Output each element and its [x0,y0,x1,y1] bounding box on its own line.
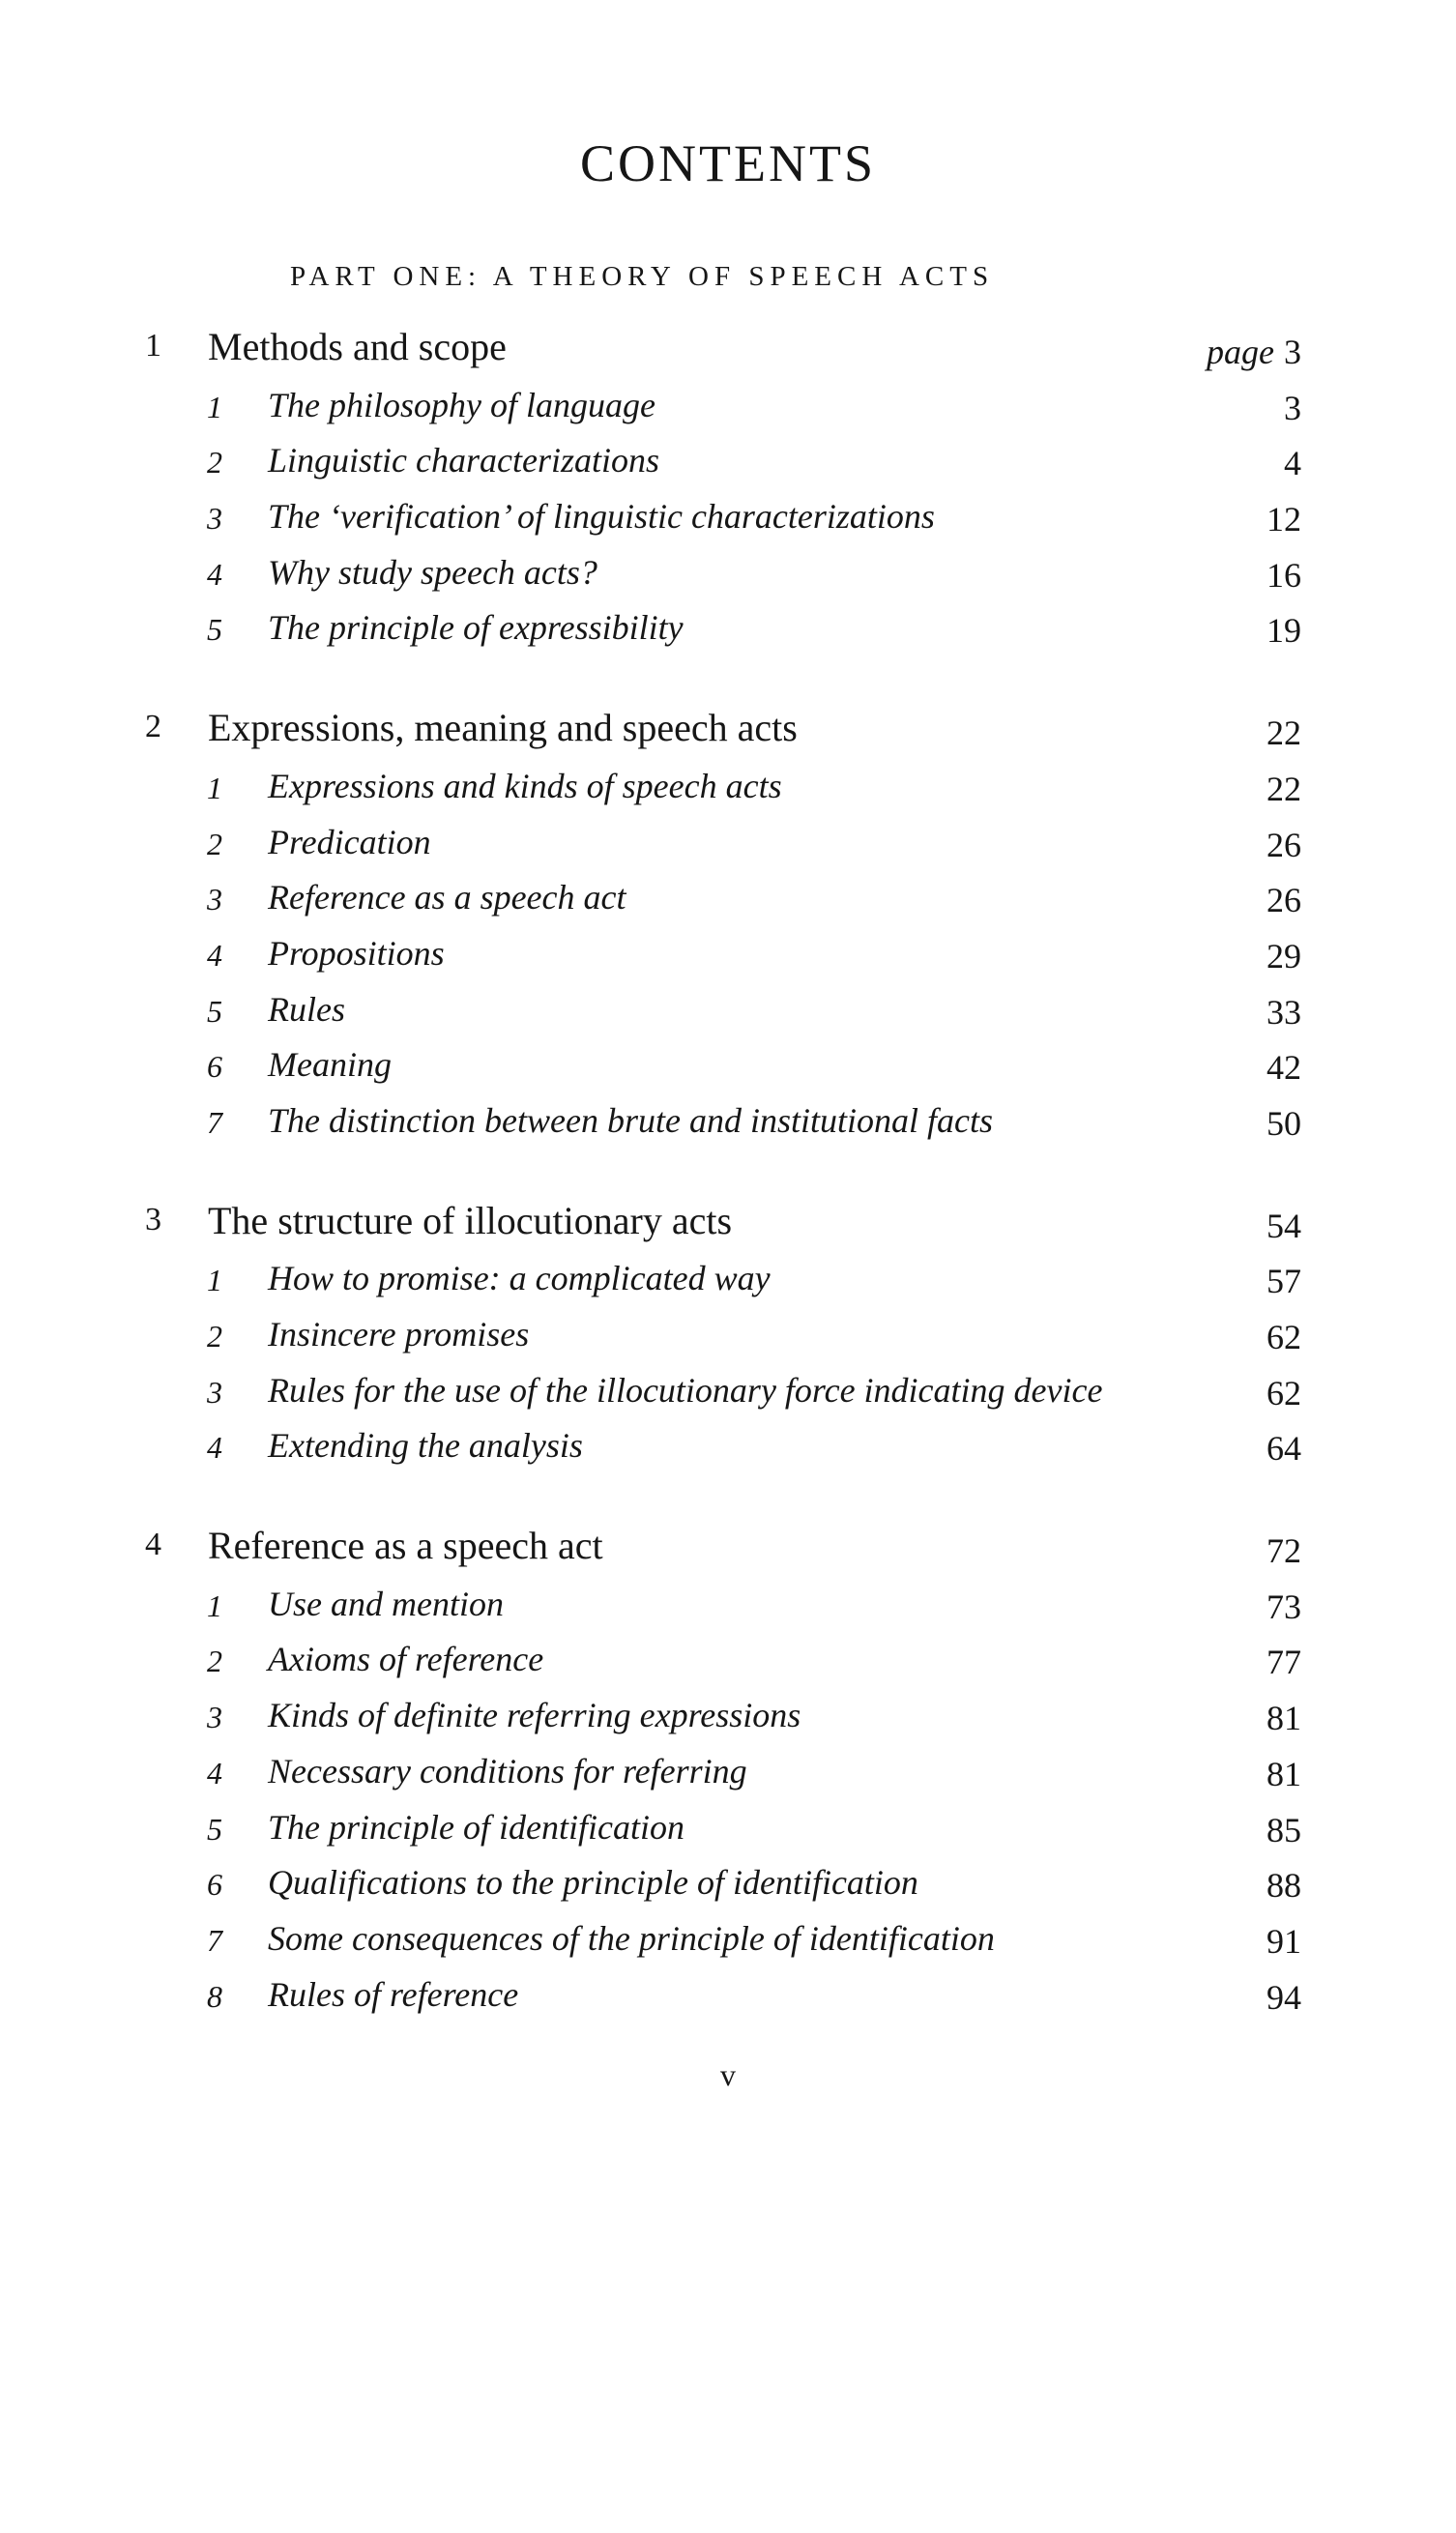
section-title: Qualifications to the principle of identification [268,1863,918,1903]
section-title: Insincere promises [268,1315,530,1354]
section-page-number: 64 [1267,1429,1301,1469]
section-entry [0,1969,1456,2025]
section-entry [0,1913,1456,1969]
page-value: 22 [1267,713,1301,753]
section-title: How to promise: a complicated way [268,1259,771,1298]
section-number: 1 [207,1263,222,1298]
chapter-title: The structure of illocutionary acts [208,1198,733,1242]
section-entry [0,1857,1456,1913]
section-title: The ‘verification’ of linguistic characterizations [268,497,935,537]
section-number: 2 [207,445,222,480]
section-title: Expressions and kinds of speech acts [268,766,782,805]
chapter-entry [0,1523,1456,1579]
section-page-number: 4 [1284,444,1301,483]
section-title: Meaning [268,1045,392,1085]
chapter-page-number [1267,1530,1301,1571]
chapter-number: 2 [145,709,161,745]
chapter-block [0,705,1456,1151]
section-entry [0,1039,1456,1095]
section-entry [0,984,1456,1040]
section-page-number: 42 [1267,1048,1301,1088]
chapter-title: Reference as a speech act [208,1524,603,1568]
section-page-number: 81 [1267,1754,1301,1793]
section-title: Use and mention [268,1584,504,1623]
section-page-number: 19 [1267,611,1301,651]
section-page-number: 26 [1267,881,1301,920]
section-entry [0,1095,1456,1151]
section-entry [0,1420,1456,1476]
chapter-page-number [1267,1206,1301,1246]
section-title: Linguistic characterizations [268,441,659,480]
section-entry [0,928,1456,984]
section-page-number: 88 [1267,1866,1301,1906]
section-page-number: 57 [1267,1262,1301,1301]
section-title: Some consequences of the principle of identification [268,1918,995,1958]
chapter-page-number [1267,713,1301,753]
chapter-entry [0,705,1456,761]
section-entry [0,491,1456,547]
section-page-number: 94 [1267,1977,1301,2017]
section-number: 1 [207,770,222,805]
section-entry [0,761,1456,817]
section-title: Kinds of definite referring expressions [268,1696,801,1735]
section-title: The distinction between brute and institutional facts [268,1100,993,1140]
section-entry [0,1802,1456,1858]
section-title: Rules for the use of the illocutionary force indicating device [268,1370,1103,1410]
section-title: Why study speech acts? [268,552,597,592]
section-page-number: 29 [1267,936,1301,975]
section-title: Rules [268,989,345,1029]
section-entry [0,1690,1456,1746]
section-number: 6 [207,1867,222,1903]
section-entry [0,1365,1456,1421]
section-title: Necessary conditions for referring [268,1751,747,1791]
section-number: 3 [207,1700,222,1735]
section-title: Extending the analysis [268,1426,583,1466]
part-heading: PART ONE: A THEORY OF SPEECH ACTS [290,261,995,292]
page-value: 3 [1284,333,1301,371]
section-entry [0,817,1456,873]
section-number: 5 [207,993,222,1029]
table-of-contents [0,324,1456,2071]
section-page-number: 26 [1267,825,1301,864]
section-number: 6 [207,1049,222,1085]
chapter-block [0,324,1456,658]
chapter-page-number [1207,332,1301,372]
page-title: CONTENTS [580,134,876,192]
section-number: 3 [207,1374,222,1410]
section-page-number: 50 [1267,1103,1301,1143]
section-entry [0,872,1456,928]
chapter-title: Methods and scope [208,325,507,368]
chapter-block [0,1523,1456,2024]
chapter-number: 1 [145,328,161,364]
section-title: Reference as a speech act [268,878,626,917]
page-folio: v [720,2057,736,2092]
section-number: 2 [207,1644,222,1679]
section-page-number: 85 [1267,1810,1301,1849]
section-number: 5 [207,612,222,648]
section-page-number: 16 [1267,555,1301,595]
section-title: Propositions [268,933,445,973]
page-value: 72 [1267,1531,1301,1571]
section-title: The principle of identification [268,1807,684,1847]
section-entry [0,1579,1456,1635]
section-number: 1 [207,1587,222,1623]
section-page-number: 73 [1267,1587,1301,1626]
section-page-number: 62 [1267,1373,1301,1412]
section-page-number: 12 [1267,500,1301,539]
page-label: page [1207,333,1274,371]
section-entry [0,1309,1456,1365]
section-title: Rules of reference [268,1974,519,2014]
chapter-title: Expressions, meaning and speech acts [208,706,798,750]
section-number: 1 [207,389,222,424]
chapter-entry [0,1198,1456,1254]
section-number: 4 [207,1430,222,1466]
section-entry [0,1253,1456,1309]
section-number: 3 [207,501,222,537]
section-number: 4 [207,556,222,592]
section-entry [0,1746,1456,1802]
chapter-number: 4 [145,1527,161,1563]
section-page-number: 22 [1267,769,1301,808]
section-page-number: 81 [1267,1699,1301,1738]
page-value: 54 [1267,1206,1301,1245]
section-number: 4 [207,1755,222,1791]
chapter-number: 3 [145,1201,161,1237]
section-number: 3 [207,882,222,917]
section-entry [0,602,1456,658]
section-number: 2 [207,1319,222,1354]
section-number: 4 [207,937,222,973]
section-page-number: 62 [1267,1318,1301,1356]
section-entry [0,380,1456,436]
section-page-number: 33 [1267,992,1301,1032]
section-page-number: 3 [1284,388,1301,427]
chapter-block [0,1198,1456,1476]
section-title: The principle of expressibility [268,608,684,648]
section-title: Predication [268,822,431,861]
section-entry [0,547,1456,603]
section-entry [0,1634,1456,1690]
section-number: 7 [207,1922,222,1958]
section-entry [0,435,1456,491]
section-page-number: 77 [1267,1643,1301,1682]
section-title: Axioms of reference [268,1640,544,1679]
chapter-entry [0,324,1456,380]
section-number: 2 [207,826,222,861]
section-number: 5 [207,1811,222,1847]
section-page-number: 91 [1267,1921,1301,1961]
section-title: The philosophy of language [268,385,655,424]
section-number: 8 [207,1978,222,2014]
section-number: 7 [207,1104,222,1140]
